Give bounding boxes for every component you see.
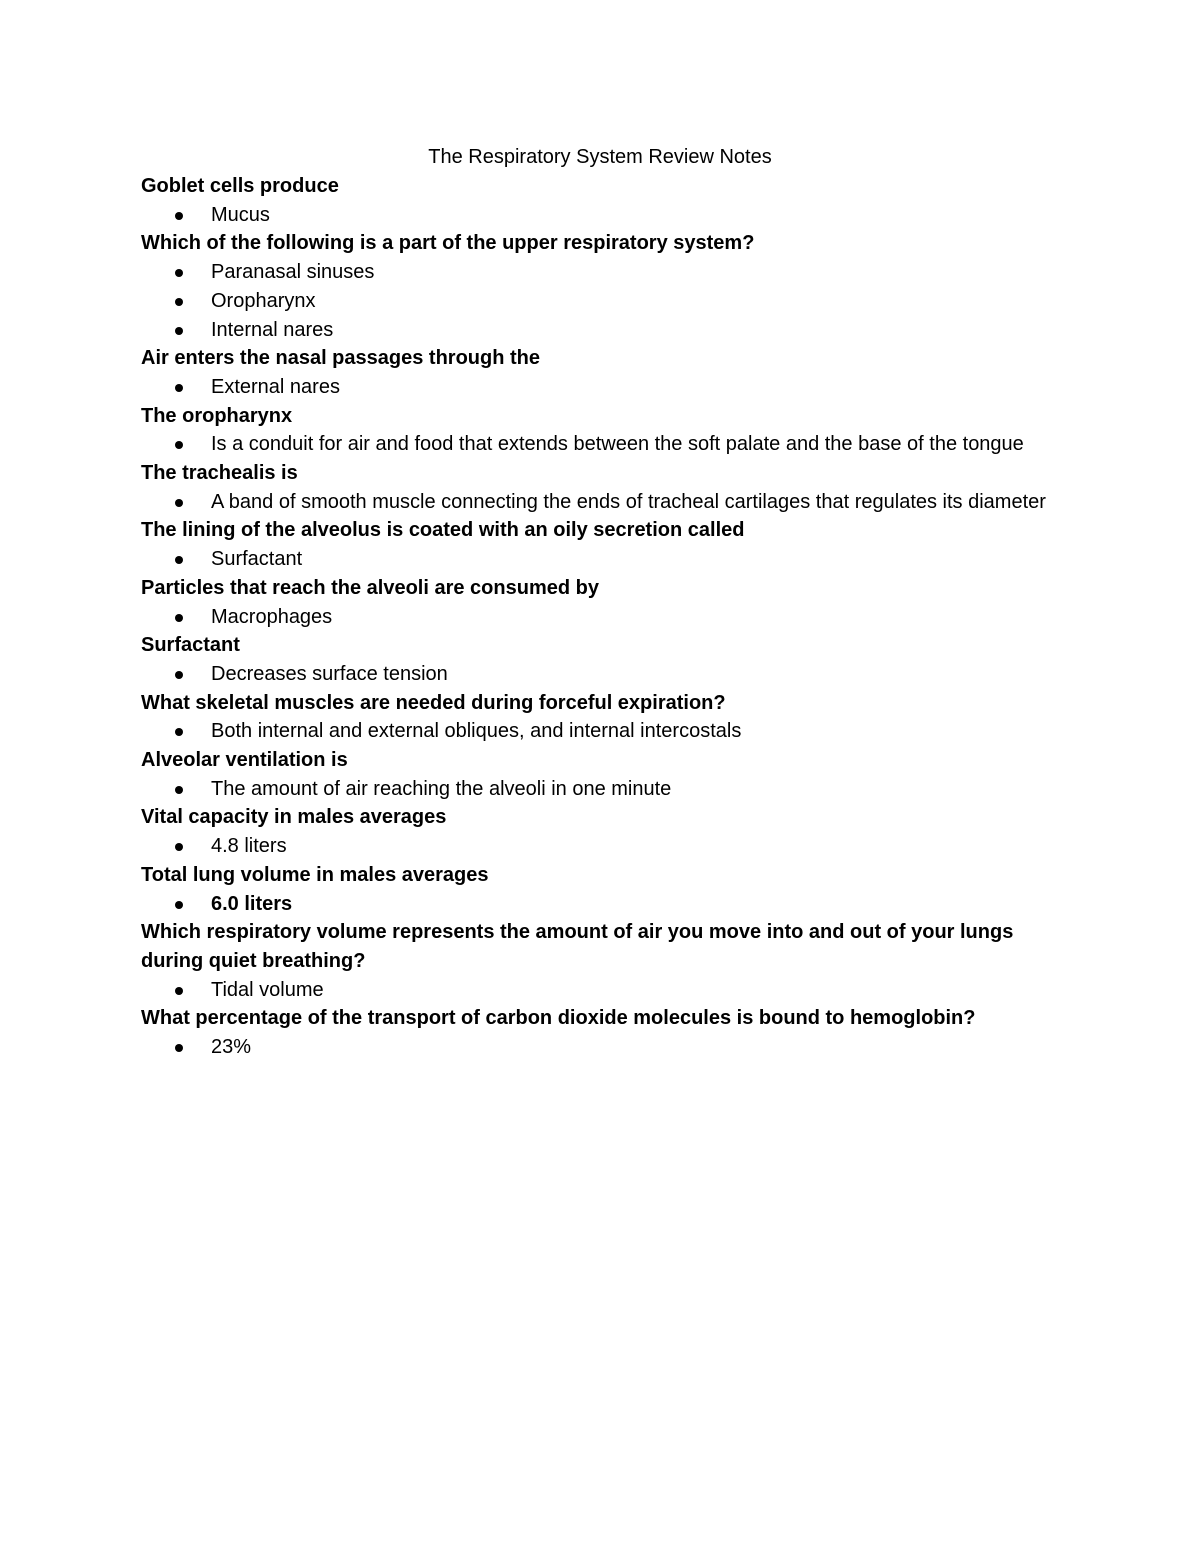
answer-list xyxy=(141,717,1051,746)
answer xyxy=(141,287,1051,316)
qa-item xyxy=(141,516,1051,573)
answer xyxy=(141,717,1051,746)
answer-text: Both internal and external obliques, and internal intercostals xyxy=(211,720,742,743)
answer-list xyxy=(141,258,1051,344)
bullet-icon xyxy=(175,327,183,335)
answer-list xyxy=(141,373,1051,402)
answer xyxy=(141,775,1051,804)
question: Alveolar ventilation is xyxy=(141,749,348,772)
question: Goblet cells produce xyxy=(141,175,339,197)
answer xyxy=(141,890,1051,919)
answer-text: Paranasal sinuses xyxy=(211,261,375,284)
answer-text: Internal nares xyxy=(211,318,334,341)
question: The oropharynx xyxy=(141,404,293,427)
answer xyxy=(141,603,1051,632)
qa-item xyxy=(141,402,1051,459)
answer-text: A band of smooth muscle connecting the ends of tracheal cartilages that regulates its diameter xyxy=(211,490,1046,513)
qa-item xyxy=(141,459,1051,516)
question: Total lung volume in males averages xyxy=(141,863,489,886)
question: Surfactant xyxy=(141,634,240,657)
answer-text: 23% xyxy=(211,1036,252,1059)
notes-content xyxy=(141,172,1051,1062)
bullet-icon xyxy=(175,728,183,736)
answer-list xyxy=(141,1033,1051,1062)
qa-item xyxy=(141,861,1051,918)
answer-list xyxy=(141,201,1051,230)
answer-text: Mucus xyxy=(211,203,270,226)
answer xyxy=(141,832,1051,861)
answer xyxy=(141,316,1051,345)
answer xyxy=(141,373,1051,402)
bullet-icon xyxy=(175,298,183,306)
bullet-icon xyxy=(175,384,183,392)
answer-text: Decreases surface tension xyxy=(211,662,448,685)
answer-list xyxy=(141,545,1051,574)
answer-list xyxy=(141,976,1051,1005)
answer-list xyxy=(141,890,1051,919)
question: Particles that reach the alveoli are consumed by xyxy=(141,576,599,599)
question: The trachealis is xyxy=(141,462,298,485)
qa-item xyxy=(141,1004,1051,1061)
question: Air enters the nasal passages through the xyxy=(141,347,540,370)
question: The lining of the alveolus is coated with an oily secretion called xyxy=(141,519,745,542)
answer-list xyxy=(141,775,1051,804)
bullet-icon xyxy=(175,901,183,909)
qa-item xyxy=(141,918,1051,1004)
answer-text: Tidal volume xyxy=(211,978,324,1001)
answer-list xyxy=(141,660,1051,689)
answer-list xyxy=(141,832,1051,861)
answer-list xyxy=(141,430,1051,459)
qa-item xyxy=(141,746,1051,803)
bullet-icon xyxy=(175,987,183,995)
answer-text: Is a conduit for air and food that extends between the soft palate and the base of the tongue xyxy=(211,433,1024,456)
qa-item xyxy=(141,172,1051,229)
bullet-icon xyxy=(175,843,183,851)
answer xyxy=(141,258,1051,287)
answer xyxy=(141,1033,1051,1062)
answer-text: The amount of air reaching the alveoli in one minute xyxy=(211,777,672,800)
qa-item xyxy=(141,631,1051,688)
question: What percentage of the transport of carbon dioxide molecules is bound to hemoglobin? xyxy=(141,1007,976,1030)
bullet-icon xyxy=(175,1044,183,1052)
page-title: The Respiratory System Review Notes xyxy=(428,146,772,168)
qa-item xyxy=(141,229,1051,344)
answer xyxy=(141,976,1051,1005)
question: Which respiratory volume represents the amount of air you move into and out of your lungs during quiet breathing? xyxy=(141,921,1014,972)
answer-text: 6.0 liters xyxy=(211,892,293,915)
answer-text: 4.8 liters xyxy=(211,835,287,858)
answer-list xyxy=(141,603,1051,632)
bullet-icon xyxy=(175,499,183,507)
answer xyxy=(141,430,1051,459)
qa-item xyxy=(141,803,1051,860)
answer-list xyxy=(141,488,1051,517)
answer-text: Surfactant xyxy=(211,548,303,571)
bullet-icon xyxy=(175,441,183,449)
answer xyxy=(141,488,1051,517)
question: Which of the following is a part of the upper respiratory system? xyxy=(141,232,755,255)
answer xyxy=(141,545,1051,574)
question: What skeletal muscles are needed during forceful expiration? xyxy=(141,691,726,714)
answer-text: Macrophages xyxy=(211,605,333,628)
answer xyxy=(141,201,1051,230)
qa-item xyxy=(141,344,1051,401)
bullet-icon xyxy=(175,614,183,622)
bullet-icon xyxy=(175,556,183,564)
answer-text: Oropharynx xyxy=(211,289,316,312)
qa-item xyxy=(141,574,1051,631)
answer xyxy=(141,660,1051,689)
qa-item xyxy=(141,689,1051,746)
bullet-icon xyxy=(175,786,183,794)
answer-text: External nares xyxy=(211,375,340,398)
bullet-icon xyxy=(175,212,183,220)
bullet-icon xyxy=(175,269,183,277)
question: Vital capacity in males averages xyxy=(141,806,447,829)
bullet-icon xyxy=(175,671,183,679)
